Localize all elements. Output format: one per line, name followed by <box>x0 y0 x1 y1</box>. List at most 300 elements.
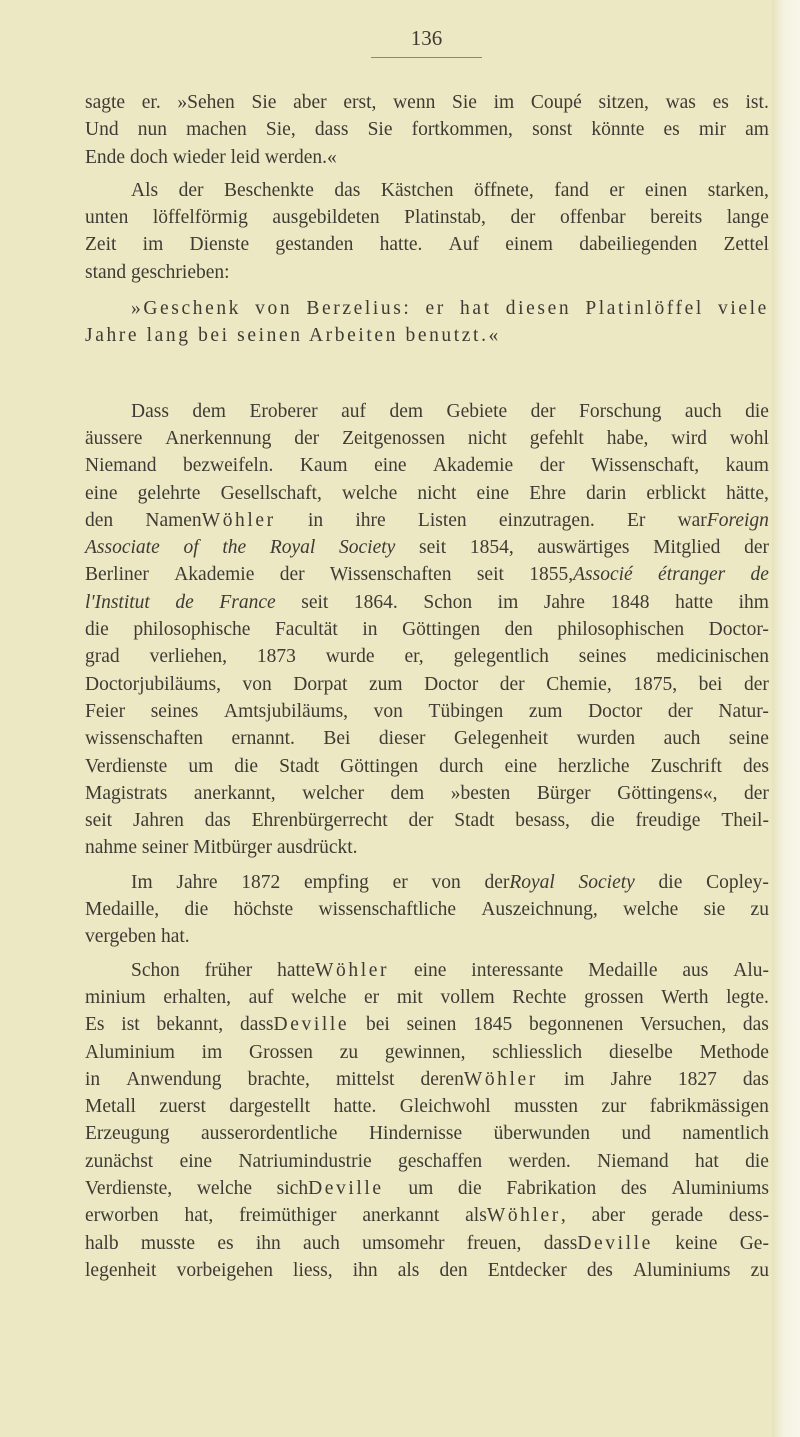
text: ausgebildeten <box>272 207 380 229</box>
text: zuerst <box>159 1096 206 1118</box>
spaced-name: hat <box>460 298 492 320</box>
text: er, <box>404 646 424 668</box>
text: Bürger <box>536 782 591 804</box>
text: habe, <box>606 427 649 449</box>
text: Platinstab, <box>404 207 486 229</box>
text: ist. <box>745 92 769 113</box>
spaced-name: »Geschenk <box>131 298 242 320</box>
text: dem <box>389 400 424 422</box>
text: gewinnen, <box>384 1041 466 1063</box>
text: sie <box>703 899 726 921</box>
text: in <box>362 619 378 641</box>
text: Göttingen <box>340 755 419 777</box>
text: Wissenschaften <box>329 564 452 586</box>
text-line <box>85 1202 769 1229</box>
text: eine <box>413 959 447 981</box>
text: 1827 <box>677 1068 717 1090</box>
text: Zeitgenossen <box>342 427 445 449</box>
text-line <box>85 1148 769 1175</box>
text: höchste <box>233 899 294 921</box>
text: liess, <box>293 1259 333 1281</box>
text: Beschenkte <box>224 179 314 201</box>
text: Auszeichnung, <box>481 899 598 921</box>
text-line <box>85 643 769 670</box>
text: ist <box>121 1014 140 1036</box>
text: Amtsjubiläums, <box>223 700 349 722</box>
page-number: 136 <box>410 26 443 50</box>
text: Sie <box>452 92 477 113</box>
text: freuen, <box>466 1232 522 1254</box>
text: Chemie, <box>546 673 612 695</box>
text: Göttingen <box>402 619 481 641</box>
text: Mitglied <box>653 537 721 559</box>
text: Coupé <box>530 92 582 113</box>
text: er <box>392 871 408 893</box>
text: Akademie <box>433 455 514 477</box>
text: nicht <box>417 482 457 504</box>
text: hatte. <box>333 1096 377 1118</box>
text: die <box>745 400 769 422</box>
text: was <box>665 92 696 113</box>
text: er <box>364 986 380 1008</box>
text: 1864. <box>353 591 398 613</box>
paragraph <box>85 89 769 171</box>
text: lange <box>726 207 769 229</box>
text: offenbar <box>559 207 626 229</box>
text: 1854, <box>469 537 514 559</box>
text: vollem <box>440 986 495 1008</box>
text: Sie <box>367 119 393 141</box>
text: schliesslich <box>492 1041 583 1063</box>
text: den <box>85 509 114 531</box>
paragraph <box>85 295 769 350</box>
text: Dienste <box>189 234 250 256</box>
text-line <box>85 698 769 725</box>
text: zunächst <box>85 1150 154 1172</box>
text: im <box>142 234 164 256</box>
text: Stadt <box>279 755 320 777</box>
text-line <box>85 1175 769 1202</box>
spaced-name: Wöhler <box>201 509 276 531</box>
text: zu <box>750 899 769 921</box>
text: Ehre <box>529 482 566 504</box>
text: auch <box>684 400 722 422</box>
text: Listen <box>417 509 467 531</box>
text: fabrikmässigen <box>649 1096 769 1118</box>
text: Fabrikation <box>506 1177 597 1199</box>
text: die <box>658 871 683 893</box>
italic-text: Associate <box>85 537 160 559</box>
text: ihm <box>738 591 769 613</box>
text: auch <box>303 1232 340 1254</box>
text: welche <box>196 1177 253 1199</box>
text: grad <box>85 646 120 668</box>
text: wohl <box>729 427 769 449</box>
text: zum <box>368 673 403 695</box>
spaced-name: diesen <box>505 298 572 320</box>
text: Niemand <box>597 1150 669 1172</box>
text-line <box>85 616 769 643</box>
text: eine <box>476 482 510 504</box>
text: Alu- <box>733 959 769 981</box>
text: am <box>745 119 769 141</box>
text: es <box>712 92 729 113</box>
text: Magistrats <box>85 782 168 804</box>
text: Verdienste, <box>85 1177 173 1199</box>
italic-text: de <box>750 564 769 586</box>
text: dass <box>314 119 349 141</box>
text: namentlich <box>682 1123 769 1145</box>
spaced-name: Wöhler <box>463 1068 538 1090</box>
text: hatteWöhler <box>277 959 390 981</box>
text: als <box>397 1259 420 1281</box>
text: Kaum <box>299 455 348 477</box>
text: kaum <box>725 455 769 477</box>
spaced-name: Deville <box>273 1014 350 1036</box>
text: zu <box>339 1041 359 1063</box>
text: legte. <box>726 986 769 1008</box>
text: seinen <box>406 1014 457 1036</box>
text: Jahre <box>610 1068 652 1090</box>
text: fortkommen, <box>411 119 513 141</box>
text: 1848 <box>610 591 650 613</box>
text: Tübingen <box>428 700 504 722</box>
text: bei <box>698 673 723 695</box>
text: hätte, <box>726 482 769 504</box>
text: begonnenen <box>528 1014 624 1036</box>
text: sonst <box>532 119 573 141</box>
text: Ge- <box>739 1232 769 1254</box>
text: 1872 <box>241 871 281 893</box>
text: des <box>742 755 769 777</box>
spaced-name: Wöhler <box>315 959 390 981</box>
text: interessante <box>471 959 564 981</box>
text: in <box>307 509 324 531</box>
text-line <box>85 116 769 143</box>
text: werden. <box>508 1150 571 1172</box>
text: Niemand <box>85 455 157 477</box>
text: Berliner <box>85 564 149 586</box>
text: Feier <box>85 700 126 722</box>
text-line <box>85 1039 769 1066</box>
italic-text: Associé <box>573 564 633 586</box>
italic-text: Society <box>339 537 396 559</box>
text: seine <box>728 728 769 750</box>
text: »besten <box>450 782 511 804</box>
text: eine <box>179 1150 213 1172</box>
italic-text: of <box>183 537 199 559</box>
text: Es <box>85 1014 105 1036</box>
text: Ende doch wieder leid werden.« <box>85 146 337 168</box>
text: um <box>188 755 214 777</box>
text: ihn <box>352 1259 378 1281</box>
text-line <box>85 1230 769 1257</box>
text: unten <box>85 207 129 229</box>
text: herzliche <box>558 755 630 777</box>
text: wurden <box>576 728 636 750</box>
text: mussten <box>514 1096 579 1118</box>
text: nun <box>137 119 167 141</box>
italic-text: France <box>219 591 276 613</box>
text: legenheit <box>85 1259 157 1281</box>
text: dem <box>390 782 425 804</box>
text-line <box>85 295 769 322</box>
text: das <box>204 810 231 832</box>
text: seit <box>301 591 329 613</box>
text: hatte <box>675 591 713 613</box>
text: Medaille <box>588 959 658 981</box>
text-line <box>85 807 769 834</box>
text: löffelförmig <box>152 207 248 229</box>
text: Kästchen <box>380 179 454 201</box>
text: hat, <box>184 1205 214 1227</box>
page-gutter-shadow <box>772 0 800 1437</box>
text: im <box>201 1041 223 1063</box>
text: seines <box>150 700 199 722</box>
text: Akademie <box>174 564 255 586</box>
text: des <box>620 1177 647 1199</box>
text-line <box>85 259 769 286</box>
text-line <box>85 322 769 349</box>
text: Dorpat <box>293 673 348 695</box>
text: Sie <box>251 92 277 113</box>
text: wissenschaftliche <box>318 899 457 921</box>
text: früher <box>204 959 253 981</box>
text: auf <box>341 400 367 422</box>
text: gelehrte <box>137 482 201 504</box>
text-line <box>85 204 769 231</box>
text-line <box>85 534 769 561</box>
text: der <box>279 564 305 586</box>
text: gefehlt <box>529 427 584 449</box>
text-line <box>85 1257 769 1284</box>
text: durch <box>439 755 484 777</box>
text: bekannt, <box>156 1014 224 1036</box>
text: musste <box>140 1232 196 1254</box>
text: darin <box>586 482 627 504</box>
text: bezweifeln. <box>182 455 274 477</box>
text: wissenschaften <box>85 728 204 750</box>
text: anerkannt <box>362 1205 440 1227</box>
text: fand <box>554 179 589 201</box>
text: zu <box>750 1259 769 1281</box>
text: Zeit <box>85 234 117 256</box>
text: Doctorjubiläums, <box>85 673 221 695</box>
text: die <box>85 619 109 641</box>
text: NamenWöhler <box>145 509 276 531</box>
text: empfing <box>303 871 369 893</box>
text-line <box>85 231 769 258</box>
text: und <box>621 1123 651 1145</box>
text-line <box>85 834 769 861</box>
text: mir <box>698 119 727 141</box>
text: das <box>742 1014 769 1036</box>
text: aber <box>591 1205 626 1227</box>
text: Gebiete <box>446 400 508 422</box>
text: erst, <box>343 92 377 113</box>
text: 1873 <box>256 646 296 668</box>
text: 1875, <box>633 673 678 695</box>
text-line <box>85 177 769 204</box>
text-line <box>85 452 769 479</box>
text-line <box>85 1066 769 1093</box>
text: Aluminiums <box>632 1259 731 1281</box>
text-line <box>85 671 769 698</box>
text: bei <box>365 1014 390 1036</box>
spaced-name: Deville <box>308 1177 384 1199</box>
text: von <box>373 700 403 722</box>
text: bereits <box>650 207 703 229</box>
text: das <box>742 1068 769 1090</box>
text-line <box>85 589 769 616</box>
text: Gelegenheit <box>453 728 549 750</box>
text: der <box>178 179 204 201</box>
text: machen <box>186 119 247 141</box>
text: gelegentlich <box>453 646 549 668</box>
text: er. <box>141 92 161 113</box>
text: der <box>744 673 769 695</box>
text: dassDeville <box>543 1232 653 1254</box>
text: Forschung <box>579 400 662 422</box>
text: wird <box>671 427 708 449</box>
text: Metall <box>85 1096 136 1118</box>
text: der <box>539 455 565 477</box>
text: Göttingens«, <box>617 782 718 804</box>
text: 1855,Associé <box>529 564 633 586</box>
italic-text: Society <box>578 871 635 893</box>
text-line <box>85 89 769 116</box>
text-line <box>85 984 769 1011</box>
text: dabeiliegenden <box>579 234 698 256</box>
text: mit <box>396 986 423 1008</box>
text: der <box>744 782 769 804</box>
text: Versuchen, <box>640 1014 727 1036</box>
text: ausserordentliche <box>200 1123 338 1145</box>
text-line <box>85 144 769 171</box>
text: gestanden <box>275 234 354 256</box>
text: einen <box>645 179 688 201</box>
text: besass, <box>515 810 570 832</box>
text: zum <box>528 700 563 722</box>
text: starken, <box>707 179 769 201</box>
text: wurde <box>325 646 375 668</box>
text: Doctor <box>588 700 643 722</box>
italic-text: de <box>175 591 194 613</box>
text: überwunden <box>493 1123 591 1145</box>
text: um <box>408 1177 434 1199</box>
spaced-name: viele <box>718 298 769 320</box>
text: mittelst <box>335 1068 395 1090</box>
text: Zettel <box>723 234 769 256</box>
text: stand geschrieben: <box>85 261 230 283</box>
text: auswärtiges <box>537 537 630 559</box>
text: vorbeigehen <box>176 1259 273 1281</box>
text-line <box>85 507 769 534</box>
text: alsWöhler, <box>465 1205 566 1227</box>
text: minium <box>85 986 146 1008</box>
text: anerkannt, <box>193 782 276 804</box>
text-line <box>85 1093 769 1120</box>
text: der <box>294 427 320 449</box>
text: er <box>609 179 625 201</box>
text: , <box>560 1205 566 1227</box>
text: philosophischen <box>557 619 685 641</box>
text: wenn <box>393 92 436 113</box>
text: den <box>504 619 533 641</box>
text: der <box>408 810 434 832</box>
text: medicinischen <box>656 646 769 668</box>
text: Bei <box>323 728 351 750</box>
body-text <box>85 89 769 1284</box>
text: Doctor <box>424 673 479 695</box>
text: welche <box>342 482 398 504</box>
text: Jahre <box>176 871 218 893</box>
text: die <box>457 1177 482 1199</box>
text: derenWöhler <box>420 1068 538 1090</box>
text: die <box>234 755 259 777</box>
text: Aluminium <box>85 1041 175 1063</box>
text: zur <box>601 1096 627 1118</box>
text-line <box>85 1120 769 1147</box>
text: erhalten, <box>163 986 231 1008</box>
text-line <box>85 753 769 780</box>
text: sichDeville <box>276 1177 384 1199</box>
text-line <box>85 923 769 950</box>
text: der <box>510 207 536 229</box>
text: äussere <box>85 427 143 449</box>
text: Grossen <box>249 1041 313 1063</box>
text: welche <box>623 899 679 921</box>
text: einzutragen. <box>498 509 595 531</box>
text: Dass <box>131 400 169 422</box>
text: der <box>744 537 769 559</box>
text: Anerkennung <box>165 427 272 449</box>
text: dieser <box>378 728 426 750</box>
text: dess- <box>728 1205 769 1227</box>
text: Copley- <box>706 871 769 893</box>
text: welche <box>291 986 347 1008</box>
text: seit <box>419 537 447 559</box>
text: der <box>530 400 556 422</box>
text: Schon <box>131 959 180 981</box>
text: geschaffen <box>398 1150 483 1172</box>
text: Er <box>626 509 646 531</box>
text: Stadt <box>454 810 495 832</box>
paragraph <box>85 398 769 862</box>
italic-text: Royal <box>509 871 555 893</box>
text: Theil- <box>721 810 769 832</box>
text: verliehen, <box>149 646 227 668</box>
text-line <box>85 869 769 896</box>
spaced-name: Wöhler <box>486 1205 561 1227</box>
text: Eroberer <box>249 400 318 422</box>
italic-text: l'Institut <box>85 591 150 613</box>
text: vergeben hat. <box>85 926 190 948</box>
text: keine <box>675 1232 718 1254</box>
text: erblickt <box>646 482 706 504</box>
text: ihre <box>355 509 386 531</box>
text: eine <box>374 455 407 477</box>
text: in <box>85 1068 101 1090</box>
text: Ehrenbürgerrecht <box>251 810 388 832</box>
text: freimüthiger <box>239 1205 337 1227</box>
text: das <box>334 179 361 201</box>
text: sagte <box>85 92 126 113</box>
text: dassDeville <box>239 1014 350 1036</box>
text: die <box>590 810 615 832</box>
text: Hindernisse <box>368 1123 463 1145</box>
text: Entdecker <box>487 1259 567 1281</box>
